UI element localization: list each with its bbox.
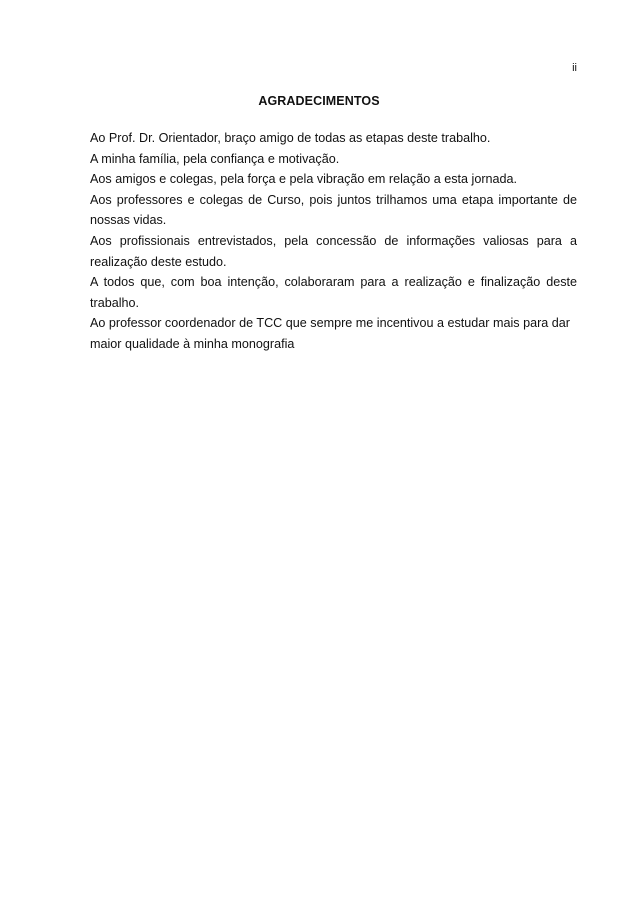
paragraph-amigos: Aos amigos e colegas, pela força e pela vibração em relação a esta jornada.: [90, 172, 518, 187]
paragraph-orientador: Ao Prof. Dr. Orientador, braço amigo de todas as etapas deste trabalho.: [90, 131, 491, 145]
paragraph-familia: A minha família, pela confiança e motivação.: [90, 151, 340, 166]
paragraph-todos: A todos que, com boa intenção, colaboraram para a realização e finalização deste trabalho.: [90, 275, 577, 310]
paragraph-coordenador: Ao professor coordenador de TCC que sempre me incentivou a estudar mais para dar maior qualidade à minha monografia: [90, 316, 570, 351]
paragraph-profissionais: Aos profissionais entrevistados, pela concessão de informações valiosas para a realização deste estudo.: [90, 233, 577, 269]
page-number: ii: [572, 62, 577, 74]
paragraph-professores: Aos professores e colegas de Curso, pois juntos trilhamos uma etapa importante de nossas vidas.: [90, 192, 577, 228]
acknowledgements-body: [90, 128, 577, 355]
page-title: AGRADECIMENTOS: [258, 94, 380, 108]
